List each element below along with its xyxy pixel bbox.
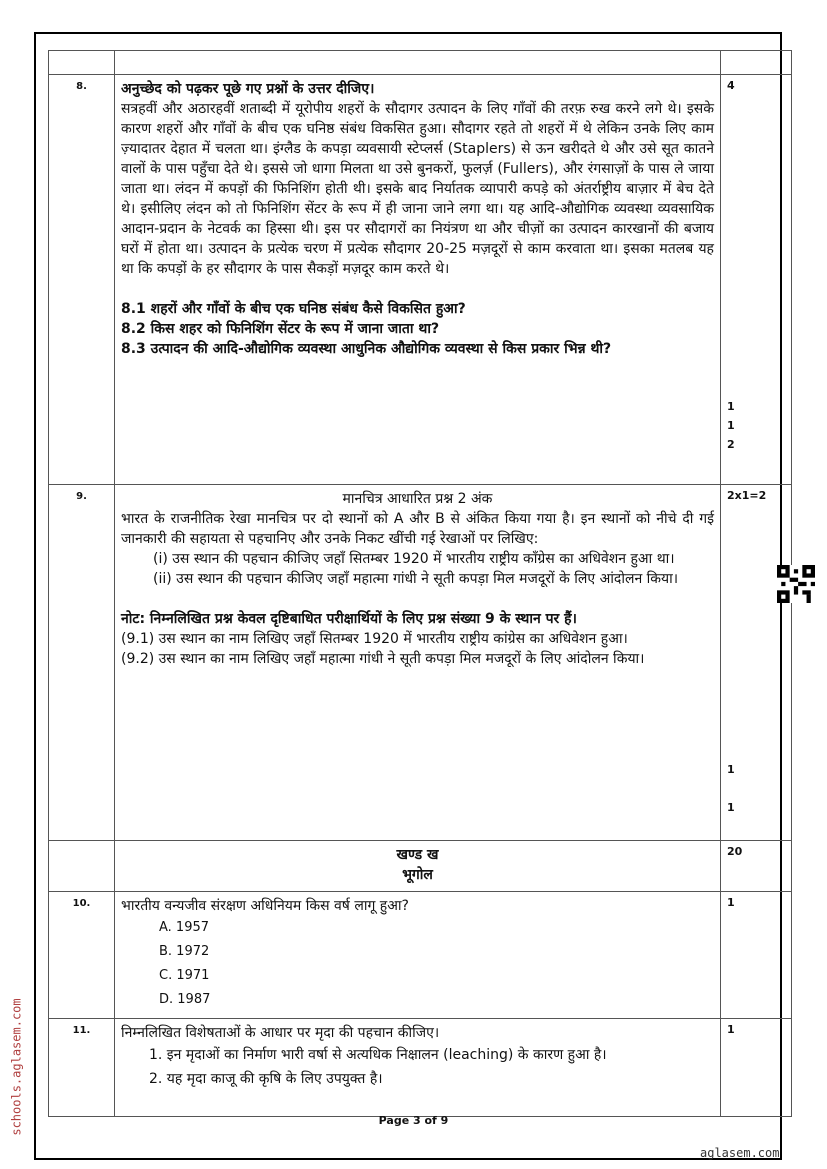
marks-8-3: 2 [727,438,735,451]
section-header-row [49,841,792,892]
marks-cell [721,75,792,485]
question-11-row [49,1019,792,1117]
marks-cell: 1 [721,892,792,1019]
question-heading: अनुच्छेद को पढ़कर पूछे गए प्रश्नों के उत्तर दीजिए। [121,81,375,97]
question-text: भारतीय वन्यजीव संरक्षण अधिनियम किस वर्ष लागू हुआ? [121,898,409,914]
alt-question-9-2: (9.2) उस स्थान का नाम लिखिए जहाँ महात्मा गांधी ने सूती कपड़ा मिल मजदूरों के लिए आंदोलन किया। [121,651,645,667]
watermark-left: schools.aglasem.com [9,998,24,1136]
marks-8-2: 1 [727,419,735,432]
marks-9-1: 1 [727,763,735,776]
marks-total: 4 [727,79,735,92]
question-part-2: (ii) उस स्थान की पहचान कीजिए जहाँ महात्मा गांधी ने सूती कपड़ा मिल मजदूरों के लिए आंदोलन किया। [153,571,679,587]
marks-9-2: 1 [727,801,735,814]
question-number: 11. [49,1019,115,1117]
subquestion-8-2: 8.2 किस शहर को फिनिशिंग सेंटर के रूप में जाना जाता था? [121,321,440,337]
list-item: 2. यह मृदा काजू की कृषि के लिए उपयुक्त है। [149,1071,383,1087]
alt-question-9-1: (9.1) उस स्थान का नाम लिखिए जहाँ सितम्बर 1920 में भारतीय राष्ट्रीय कांग्रेस का अधिवेशन हुआ। [121,631,628,647]
watermark-right: aglasem.com [700,1146,780,1160]
question-heading: मानचित्र आधारित प्रश्न 2 अंक [342,491,493,507]
marks-total: 2x1=2 [727,489,767,502]
list-item: 1. इन मृदाओं का निर्माण भारी वर्षा से अत्यधिक निक्षालन (leaching) के कारण हुआ है। [149,1047,607,1063]
question-9-row [49,485,792,841]
option-b: B. 1972 [159,944,210,959]
question-8-row [49,75,792,485]
question-intro: भारत के राजनीतिक रेखा मानचित्र पर दो स्थानों को A और B से अंकित किया गया है। इन स्थानों को नीचे दी गई जानकारी की सहायता से पहचानिए और उनके निकट खींची गई रेखाओं पर लिखिए: [121,511,714,547]
question-text: निम्नलिखित विशेषताओं के आधार पर मृदा की पहचान कीजिए। [121,1025,440,1041]
table-row [49,51,792,75]
marks-cell: 1 [721,1019,792,1117]
option-a: A. 1957 [159,920,210,935]
question-10-content [115,892,721,1019]
section-title-cell [115,841,721,892]
question-number: 10. [49,892,115,1019]
question-part-1: (i) उस स्थान की पहचान कीजिए जहाँ सितम्बर 1920 में भारतीय राष्ट्रीय काँग्रेस का अधिवेशन हुआ था। [153,551,675,567]
note-text: नोट: निम्नलिखित प्रश्न केवल दृष्टिबाधित परीक्षार्थियों के लिए प्रश्न संख्या 9 के स्थान पर हैं। [121,611,577,627]
page-number: Page 3 of 9 [378,1114,449,1127]
question-table [48,50,792,1117]
question-8-content [115,75,721,485]
question-11-content [115,1019,721,1117]
question-number: 8. [49,75,115,485]
section-marks: 20 [721,841,792,892]
question-number: 9. [49,485,115,841]
question-10-row [49,892,792,1019]
subquestion-8-3: 8.3 उत्पादन की आदि-औद्योगिक व्यवस्था आधुनिक औद्योगिक व्यवस्था से किस प्रकार भिन्न थी? [121,341,612,357]
marks-8-1: 1 [727,400,735,413]
option-c: C. 1971 [159,968,210,983]
qr-code-icon [777,565,815,603]
option-d: D. 1987 [159,992,211,1007]
question-9-content [115,485,721,841]
section-title: खण्ड ख [396,847,439,863]
marks-cell [721,485,792,841]
section-subtitle: भूगोल [402,867,433,883]
subquestion-8-1: 8.1 शहरों और गाँवों के बीच एक घनिष्ठ संबंध कैसे विकसित हुआ? [121,301,466,317]
passage-text: सत्रहवीं और अठारहवीं शताब्दी में यूरोपीय शहरों के सौदागर उत्पादन के लिए गाँवों की तरफ़ रुख करने लगे थे। इसके कारण शहरों और गाँवों के बीच एक घनिष्ठ संबंध विकसित हुआ। सौदागर रहते तो शहरों में थे लेकिन उनके लिए काम ज़्यादातर देहात में चलता था। इंग्लैड के कपड़ा व्यवसायी स्टेप्लर्स (Staplers) से ऊन खरीदते थे और उसे सूत कातने वालों के पास पहुँचा देते थे। इससे जो धागा मिलता था उसे बुनकरों, फुलर्ज़ (Fullers), और रंगसाज़ों के पास ले जाया जाता था। लंदन में कपड़ों की फिनिशिंग होती थी। इसके बाद निर्यातक व्यापारी कपड़े को अंतर्राष्ट्रीय बाज़ार में बेच देते थे। इसीलिए लंदन को तो फिनिशिंग सेंटर के रूप में ही जाना जाने लगा था। यह आदि-औद्योगिक व्यवस्था व्यवसायिक आदान-प्रदान के नेटवर्क का हिस्सा थी। इस पर सौदागरों का नियंत्रण था और चीज़ों का उत्पादन कारखानों की बजाय घरों में होता था। उत्पादन के प्रत्येक चरण में प्रत्येक सौदागर 20-25 मज़दूरों से काम करवाता था। इसका मतलब यह था कि कपड़ों के हर सौदागर के पास सैकड़ों मज़दूर काम करते थे। [121,101,714,277]
